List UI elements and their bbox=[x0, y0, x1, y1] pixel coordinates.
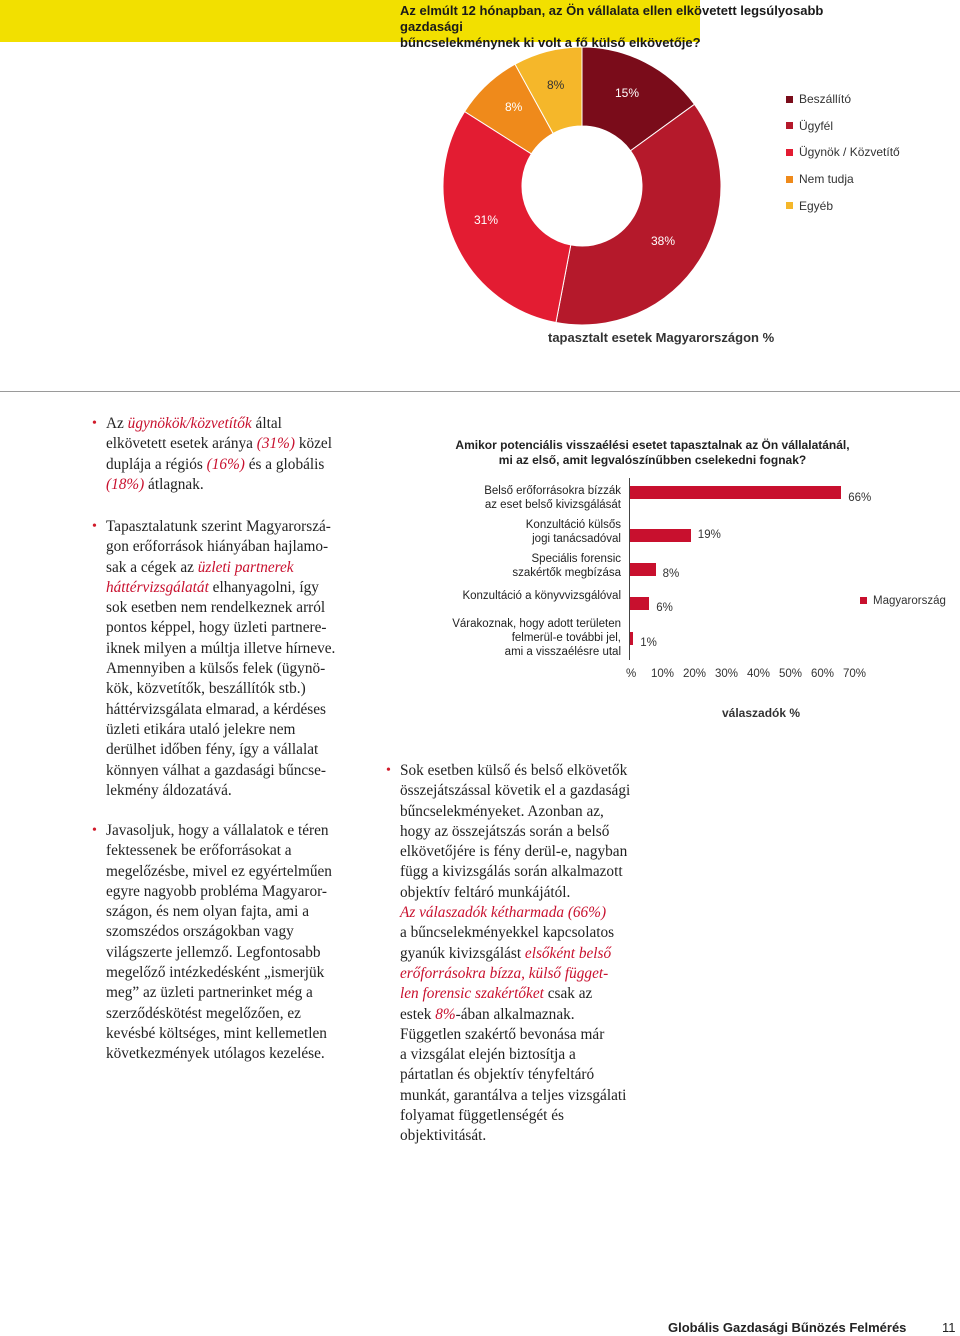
legend-swatch bbox=[786, 96, 793, 103]
category-label-line: felmerül-e további jel, bbox=[511, 632, 621, 644]
legend-swatch bbox=[786, 176, 793, 183]
legend-swatch bbox=[786, 149, 793, 156]
footer-title: Globális Gazdasági Bűnözés Felmérés bbox=[668, 1320, 907, 1335]
x-tick-label: 20% bbox=[683, 668, 707, 680]
legend-label: Egyéb bbox=[799, 198, 834, 213]
text-run: és a globális bbox=[244, 455, 325, 473]
slice-label-ugynok: 31% bbox=[474, 213, 499, 227]
text-run: elhanyagolni, így bbox=[208, 578, 319, 596]
legend-item bbox=[786, 86, 900, 113]
text-line bbox=[106, 558, 376, 578]
slice-label-nem-tudja: 8% bbox=[505, 100, 523, 114]
text-line: kök, közvetítők, beszállítók stb.) bbox=[106, 680, 306, 698]
text-run: által bbox=[251, 415, 282, 432]
legend-label: Ügyfél bbox=[799, 118, 834, 133]
bullet-icon: • bbox=[92, 416, 97, 431]
text-line: megelőző intézkedésként „ismerjük bbox=[106, 964, 325, 982]
legend-label: Nem tudja bbox=[799, 172, 854, 187]
bullet-2 bbox=[92, 517, 376, 801]
donut-chart bbox=[420, 40, 740, 330]
text-line: következmények utólagos kezelése. bbox=[106, 1045, 325, 1063]
pie-legend bbox=[786, 86, 900, 219]
bullet-icon: • bbox=[92, 823, 97, 838]
text-line: összejátszással követik el a gazdasági bbox=[400, 782, 631, 800]
bar bbox=[630, 529, 691, 542]
text-run: csak az bbox=[543, 985, 593, 1003]
text-run: közel bbox=[295, 435, 332, 453]
bullet-icon: • bbox=[386, 763, 391, 778]
bar bbox=[630, 597, 649, 610]
highlight-text: 8% bbox=[435, 1005, 456, 1023]
bar-legend-swatch bbox=[860, 597, 867, 604]
bar-value-label: 8% bbox=[662, 568, 680, 580]
text-line: megelőzésbe, mivel ez egyértelműen bbox=[106, 862, 332, 880]
bar-chart-title bbox=[440, 438, 865, 468]
bar bbox=[630, 632, 633, 645]
legend-item bbox=[786, 192, 900, 219]
category-label bbox=[400, 552, 621, 580]
page-number: 11 bbox=[942, 1320, 956, 1335]
legend-swatch bbox=[786, 202, 793, 209]
text-line: folyamat függetlenségét és bbox=[400, 1107, 564, 1125]
legend-label: Ügynök / Közvetítő bbox=[799, 145, 900, 160]
text-line: sok esetben nem rendelkeznek arról bbox=[106, 599, 326, 617]
category-label-line: Konzultáció külsős bbox=[525, 519, 621, 531]
x-tick-label: 40% bbox=[747, 668, 771, 680]
category-label bbox=[400, 617, 621, 659]
text-line: objektív feltáró munkájától. bbox=[400, 883, 571, 901]
text-line: világszerte jellemző. Legfontosabb bbox=[106, 943, 321, 961]
bar-axis-line bbox=[629, 478, 630, 660]
text-line: pontos képpel, hogy üzleti partnere- bbox=[106, 619, 327, 637]
text-line: lekmény áldozatává. bbox=[106, 781, 232, 799]
highlight-text: üzleti partnerek bbox=[197, 558, 294, 576]
text-line: szomszédos országokban vagy bbox=[106, 923, 294, 941]
category-label-line: Belső erőforrásokra bízzák bbox=[484, 485, 621, 497]
legend-label: Beszállító bbox=[799, 92, 852, 107]
bullet-1 bbox=[92, 414, 376, 495]
text-line: üzleti etikára utaló jelekre nem bbox=[106, 720, 296, 738]
bar-chart-title-line: Amikor potenciális visszaélési esetet tapasztalnak az Ön vállalatánál, bbox=[455, 438, 850, 452]
category-label-line: Speciális forensic bbox=[531, 553, 621, 565]
text-run: duplája a régiós bbox=[106, 455, 207, 473]
highlight-text: háttérvizsgálatát bbox=[106, 578, 209, 596]
text-line bbox=[106, 414, 376, 434]
text-run: átlagnak. bbox=[144, 475, 204, 493]
slice-label-ugyfel: 38% bbox=[651, 234, 676, 248]
pie-caption: tapasztalt esetek Magyarországon % bbox=[548, 330, 775, 345]
text-line: Független szakértő bevonása már bbox=[400, 1025, 605, 1043]
text-line: Amennyiben a külsős felek (ügynö- bbox=[106, 660, 326, 678]
text-line: bűncselekményeket. Azonban az, bbox=[400, 802, 604, 820]
text-run: sak a cégek az bbox=[106, 558, 198, 576]
text-line bbox=[106, 475, 376, 495]
bar-value-label: 19% bbox=[697, 529, 721, 541]
text-line: gon erőforrások hiányában hajlamo- bbox=[106, 538, 329, 556]
bullet-3 bbox=[92, 821, 376, 1065]
divider bbox=[0, 391, 960, 392]
bar-legend-label: Magyarország bbox=[873, 595, 946, 607]
bullet-icon: • bbox=[92, 519, 97, 534]
category-label-line: szakértők megbízása bbox=[512, 567, 621, 579]
text-line: háttérvizsgálata elmarad, a kérdéses bbox=[106, 700, 326, 718]
x-axis-label: válaszadók % bbox=[722, 706, 801, 720]
text-line bbox=[400, 984, 675, 1004]
text-line: iknek milyen a múltja illetve hírneve. bbox=[106, 639, 336, 657]
legend-item bbox=[786, 139, 900, 166]
text-line: pártatlan és objektív tényfeltáró bbox=[400, 1066, 595, 1084]
x-tick-label: 30% bbox=[715, 668, 739, 680]
category-label-line: Várakoznak, hogy adott területen bbox=[452, 618, 621, 630]
bullet-4 bbox=[386, 761, 675, 1147]
slice-label-egyeb: 8% bbox=[547, 78, 565, 92]
text-line: Az válaszadók kétharmada (66%) bbox=[400, 904, 607, 922]
bar-chart-title-line: mi az első, amit legvalószínűbben cselekedni fognak? bbox=[498, 453, 807, 467]
highlight-text: elsőként belső bbox=[524, 944, 612, 962]
legend-item bbox=[786, 166, 900, 193]
category-label bbox=[400, 518, 621, 546]
text-line: elkövetőjére is fény derül-e, nagyban bbox=[400, 843, 628, 861]
text-line: egyre nagyobb probléma Magyaror- bbox=[106, 882, 327, 900]
text-line: munkát, garantálva a teljes vizsgálati bbox=[400, 1086, 627, 1104]
category-label-line: ami a visszaélésre utal bbox=[504, 646, 621, 658]
highlight-text: ügynökök/közvetítők bbox=[127, 415, 252, 432]
legend-item bbox=[786, 113, 900, 140]
chart-question-line: bűncselekménynek ki volt a fő külső elkövetője? bbox=[400, 35, 701, 50]
text-line: Sok esetben külső és belső elkövetők bbox=[400, 762, 628, 779]
text-line bbox=[400, 944, 675, 964]
bar bbox=[630, 486, 841, 499]
text-line: a vizsgálat elején biztosítja a bbox=[400, 1046, 576, 1064]
text-run: estek bbox=[400, 1005, 436, 1023]
bar-value-label: 66% bbox=[848, 492, 872, 504]
x-tick-label: 10% bbox=[651, 668, 675, 680]
text-line: függ a kivizsgálás során alkalmazott bbox=[400, 863, 623, 881]
bar-value-label: 6% bbox=[656, 602, 673, 614]
slice-label-beszallito: 15% bbox=[615, 86, 640, 100]
text-line: könnyen válhat a gazdasági bűncse- bbox=[106, 761, 327, 779]
text-line: Javasoljuk, hogy a vállalatok e téren bbox=[106, 822, 329, 839]
x-tick-label: 60% bbox=[811, 668, 835, 680]
text-line bbox=[106, 578, 376, 598]
text-line: szágon, és nem olyan fajta, ami a bbox=[106, 903, 310, 921]
x-tick-label: % bbox=[626, 668, 637, 680]
chart-question-line: Az elmúlt 12 hónapban, az Ön vállalata ellen elkövetett legsúlyosabb gazdasági bbox=[400, 3, 824, 34]
text-line bbox=[106, 434, 376, 454]
text-run: Az bbox=[106, 415, 128, 432]
text-line: a bűncselekményekkel kapcsolatos bbox=[400, 924, 615, 942]
x-tick-label: 50% bbox=[779, 668, 803, 680]
text-line: szerződéskötést megelőzően, ez bbox=[106, 1004, 301, 1022]
text-line bbox=[400, 1005, 675, 1025]
text-line: meg” az üzleti partnerinket még a bbox=[106, 984, 313, 1002]
text-run: elkövetett esetek aránya bbox=[106, 435, 257, 453]
text-line: derülhet időben fény, így a vállalat bbox=[106, 741, 319, 759]
text-line: Tapasztalatunk szerint Magyarorszá- bbox=[106, 518, 331, 535]
text-line bbox=[106, 455, 376, 475]
highlight-text: (16%) bbox=[206, 455, 245, 473]
category-label-line: az eset belső kivizsgálását bbox=[484, 499, 621, 511]
category-label bbox=[400, 484, 621, 512]
bar-value-label: 1% bbox=[640, 637, 657, 649]
highlight-text: (31%) bbox=[256, 435, 295, 453]
text-line: kevésbé költséges, mint kellemetlen bbox=[106, 1024, 327, 1042]
text-line: erőforrásokra bízza, külső függet- bbox=[400, 964, 609, 982]
bar bbox=[630, 563, 656, 576]
text-line: hogy az összejátszás során a belső bbox=[400, 822, 610, 840]
text-run: -ában alkalmaznak. bbox=[455, 1005, 575, 1023]
category-label-line: jogi tanácsadóval bbox=[532, 533, 621, 545]
legend-swatch bbox=[786, 122, 793, 129]
slice-ugynok bbox=[443, 112, 571, 323]
category-label bbox=[400, 589, 621, 603]
highlight-text: (18%) bbox=[106, 475, 145, 493]
category-label-line: Konzultáció a könyvvizsgálóval bbox=[462, 590, 621, 602]
text-line: fektessenek be erőforrásokat a bbox=[106, 842, 292, 860]
text-run: gyanúk kivizsgálást bbox=[400, 944, 525, 962]
text-line: objektivitását. bbox=[400, 1127, 487, 1145]
x-tick-label: 70% bbox=[843, 668, 867, 680]
highlight-text: len forensic szakértőket bbox=[400, 985, 544, 1003]
